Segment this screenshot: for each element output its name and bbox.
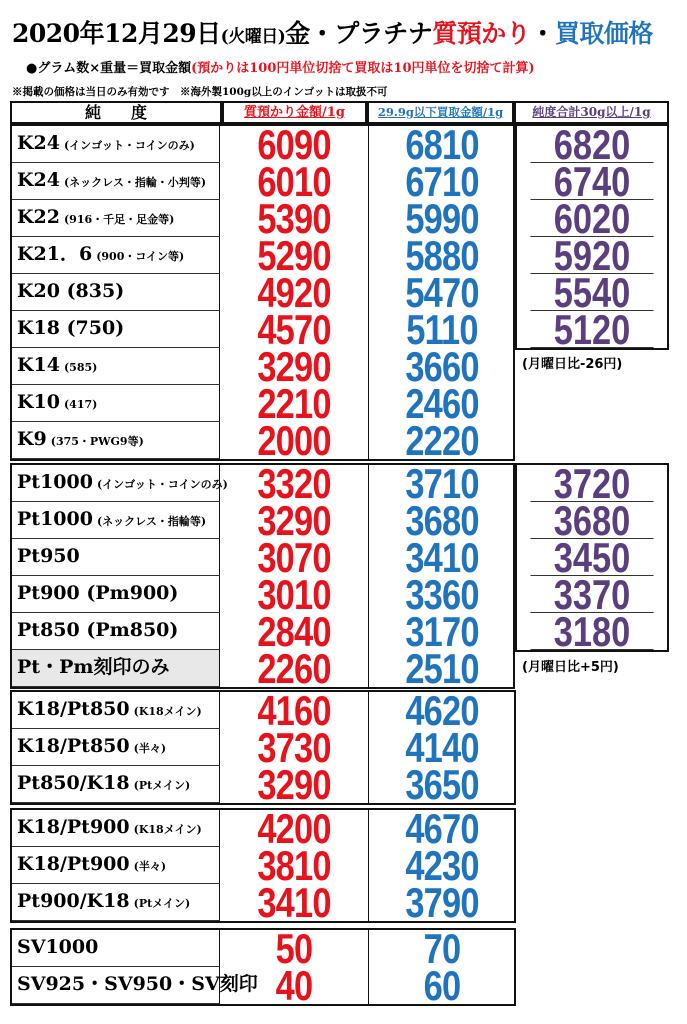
- column-divider: [368, 692, 369, 729]
- pawn-price: 3290: [257, 761, 331, 808]
- purity-label: [12, 576, 220, 613]
- purity-name: K22: [17, 206, 60, 228]
- column-divider: [368, 348, 369, 385]
- pawn-price: 3410: [257, 879, 331, 926]
- bulk-price: 3450: [531, 539, 654, 576]
- purity-name: Pt・Pm刻印のみ: [17, 656, 170, 678]
- title-date: 2020年12月29日: [12, 19, 221, 48]
- purity-name: K18 (750): [17, 317, 125, 339]
- purity-label: [12, 348, 220, 385]
- buy-price: 3650: [405, 761, 479, 808]
- purity-label: [12, 465, 228, 502]
- purity-note: (半々): [133, 860, 167, 873]
- notes: ※掲載の価格は当日のみ有効です ※海外製100g以上のインゴットは取扱不可: [12, 86, 388, 98]
- purity-label: [12, 422, 220, 459]
- bulk-price: 5120: [531, 311, 654, 348]
- column-divider: [368, 422, 369, 459]
- buy-price: 3660: [405, 343, 479, 390]
- purity-note: (インゴット・コインのみ): [96, 478, 228, 491]
- purity-label: [12, 729, 220, 766]
- bulk-platinum-prices: [515, 460, 669, 655]
- purity-name: SV1000: [17, 936, 99, 958]
- purity-name: K21．6: [17, 243, 93, 265]
- bulk-platinum-change: (月曜日比+5円): [522, 660, 619, 675]
- column-divider: [368, 539, 369, 576]
- purity-label: [12, 539, 220, 576]
- formula-text: ●グラム数×重量＝買取金額: [26, 61, 192, 76]
- purity-name: K14: [17, 354, 60, 376]
- purity-note: (916・千足・足金等): [63, 213, 175, 226]
- column-divider: [368, 613, 369, 650]
- column-divider: [368, 650, 369, 687]
- purity-label: [12, 385, 220, 422]
- purity-note: (Ptメイン): [133, 897, 191, 910]
- purity-note: (ネックレス・指輪等): [96, 515, 207, 528]
- page-title: [12, 14, 682, 50]
- pawn-price: 6010: [257, 158, 331, 205]
- purity-label: [12, 766, 220, 803]
- buy-price: 5880: [405, 232, 479, 279]
- purity-label: [12, 274, 220, 311]
- pawn-price: 3070: [257, 534, 331, 581]
- pawn-price: 4200: [257, 805, 331, 852]
- header-buy: 29.9g以下買取金額/1g: [367, 101, 514, 124]
- purity-label: [12, 967, 258, 1004]
- column-divider: [368, 884, 369, 921]
- purity-note: (K18メイン): [133, 823, 202, 836]
- table-row: [12, 761, 514, 808]
- purity-label: [12, 311, 220, 348]
- column-divider: [368, 930, 369, 967]
- table-section: [10, 925, 516, 1009]
- pawn-price: 3730: [257, 724, 331, 771]
- buy-price: 6710: [405, 158, 479, 205]
- pawn-price: 40: [275, 962, 313, 1009]
- pawn-price: 3290: [257, 343, 331, 390]
- purity-name: Pt850/K18: [17, 772, 130, 794]
- purity-name: Pt900 (Pm900): [17, 582, 179, 604]
- purity-name: K20 (835): [17, 280, 125, 302]
- purity-note: (417): [63, 398, 98, 411]
- purity-name: K18/Pt900: [17, 816, 130, 838]
- header-pawn: 質預かり金額/1g: [222, 101, 367, 124]
- column-divider: [368, 274, 369, 311]
- pawn-price: 4570: [257, 306, 331, 353]
- table-section: [10, 687, 516, 808]
- pawn-price: 6090: [257, 121, 331, 168]
- buy-price: 60: [423, 962, 461, 1009]
- purity-label: [12, 692, 220, 729]
- purity-name: Pt850 (Pm850): [17, 619, 179, 641]
- purity-name: K10: [17, 391, 60, 413]
- title-dot: ・: [530, 19, 555, 48]
- buy-price: 2510: [405, 645, 479, 692]
- pawn-price: 2260: [257, 645, 331, 692]
- table-row: [12, 645, 513, 692]
- purity-name: K18/Pt900: [17, 853, 130, 875]
- column-divider: [368, 766, 369, 803]
- pawn-price: 5390: [257, 195, 331, 242]
- pawn-price: 5290: [257, 232, 331, 279]
- buy-price: 3790: [405, 879, 479, 926]
- pawn-price: 3290: [257, 497, 331, 544]
- buy-price: 3710: [405, 460, 479, 507]
- pawn-price: 3010: [257, 571, 331, 618]
- buy-price: 5990: [405, 195, 479, 242]
- purity-name: K24: [17, 169, 60, 191]
- column-divider: [368, 237, 369, 274]
- purity-name: Pt900/K18: [17, 890, 130, 912]
- pawn-price: 2000: [257, 417, 331, 464]
- buy-price: 2220: [405, 417, 479, 464]
- purity-name: Pt1000: [17, 508, 93, 530]
- column-divider: [368, 729, 369, 766]
- buy-price: 4670: [405, 805, 479, 852]
- purity-name: SV925・SV950・SV刻印: [17, 973, 258, 995]
- column-divider: [368, 200, 369, 237]
- title-pawn: 質預かり: [432, 19, 531, 48]
- table-section: [10, 805, 516, 926]
- column-divider: [368, 810, 369, 847]
- purity-label: [12, 126, 220, 163]
- bulk-price: 6740: [531, 163, 654, 200]
- buy-price: 4230: [405, 842, 479, 889]
- purity-note: (375・PWG9等): [50, 435, 144, 448]
- buy-price: 3170: [405, 608, 479, 655]
- purity-note: (900・コイン等): [96, 250, 185, 263]
- column-divider: [368, 967, 369, 1004]
- title-weekday: (火曜日): [220, 27, 286, 47]
- buy-price: 3410: [405, 534, 479, 581]
- pawn-price: 50: [275, 925, 313, 972]
- pawn-price: 2840: [257, 608, 331, 655]
- purity-label: [12, 847, 220, 884]
- buy-price: 3680: [405, 497, 479, 544]
- pawn-price: 3320: [257, 460, 331, 507]
- price-formula: [26, 57, 535, 76]
- buy-price: 70: [423, 925, 461, 972]
- purity-label: [12, 502, 220, 539]
- bulk-price: 6820: [531, 126, 654, 163]
- purity-note: (半々): [133, 742, 167, 755]
- buy-price: 5470: [405, 269, 479, 316]
- bulk-price: 5540: [531, 274, 654, 311]
- title-metals: 金・プラチナ: [285, 19, 433, 48]
- table-row: [12, 879, 514, 926]
- purity-label: [12, 613, 220, 650]
- buy-price: 5110: [406, 306, 478, 353]
- purity-note: (K18メイン): [133, 705, 202, 718]
- bulk-price: 5920: [531, 237, 654, 274]
- purity-label: [12, 930, 220, 967]
- buy-price: 2460: [405, 380, 479, 427]
- purity-name: K9: [17, 428, 47, 450]
- column-divider: [368, 576, 369, 613]
- purity-label: [12, 163, 220, 200]
- column-divider: [368, 847, 369, 884]
- purity-name: Pt950: [17, 545, 80, 567]
- column-divider: [368, 465, 369, 502]
- purity-note: (Ptメイン): [133, 779, 191, 792]
- bulk-price: 3680: [531, 502, 654, 539]
- bulk-price: 3180: [531, 613, 654, 650]
- table-section: [10, 121, 515, 464]
- buy-price: 3360: [405, 571, 479, 618]
- purity-name: K18/Pt850: [17, 698, 130, 720]
- bulk-gold-prices: [515, 121, 669, 353]
- purity-name: K24: [17, 132, 60, 154]
- purity-name: K18/Pt850: [17, 735, 130, 757]
- purity-note: (585): [63, 361, 98, 374]
- column-divider: [368, 385, 369, 422]
- buy-price: 6810: [405, 121, 479, 168]
- column-divider: [368, 311, 369, 348]
- column-divider: [368, 126, 369, 163]
- buy-price: 4620: [405, 687, 479, 734]
- column-divider: [368, 502, 369, 539]
- table-section: [10, 460, 515, 692]
- bulk-gold-change: (月曜日比-26円): [522, 357, 623, 372]
- pawn-price: 3810: [257, 842, 331, 889]
- purity-note: (インゴット・コインのみ): [63, 139, 195, 152]
- column-divider: [368, 163, 369, 200]
- pawn-price: 2210: [257, 380, 331, 427]
- pawn-price: 4160: [257, 687, 331, 734]
- purity-label: [12, 884, 220, 921]
- purity-note: (ネックレス・指輪・小判等): [63, 176, 207, 189]
- table-row: [12, 417, 513, 464]
- bulk-price: 3720: [531, 465, 654, 502]
- header-bulk: 純度合計30g以上/1g: [514, 101, 669, 124]
- bulk-price: 3370: [531, 576, 654, 613]
- purity-label: [12, 237, 220, 274]
- purity-label: [12, 200, 220, 237]
- purity-label: [12, 650, 220, 687]
- formula-rounding: (預かりは100円単位切捨て買取は10円単位を切捨て計算): [191, 61, 535, 76]
- pawn-price: 4920: [257, 269, 331, 316]
- purity-label: [12, 810, 220, 847]
- bulk-price: 6020: [531, 200, 654, 237]
- table-row: [12, 962, 514, 1009]
- purity-name: Pt1000: [17, 471, 93, 493]
- buy-price: 4140: [405, 724, 479, 771]
- header-purity: 純度: [10, 101, 222, 124]
- title-buy: 買取価格: [554, 19, 653, 48]
